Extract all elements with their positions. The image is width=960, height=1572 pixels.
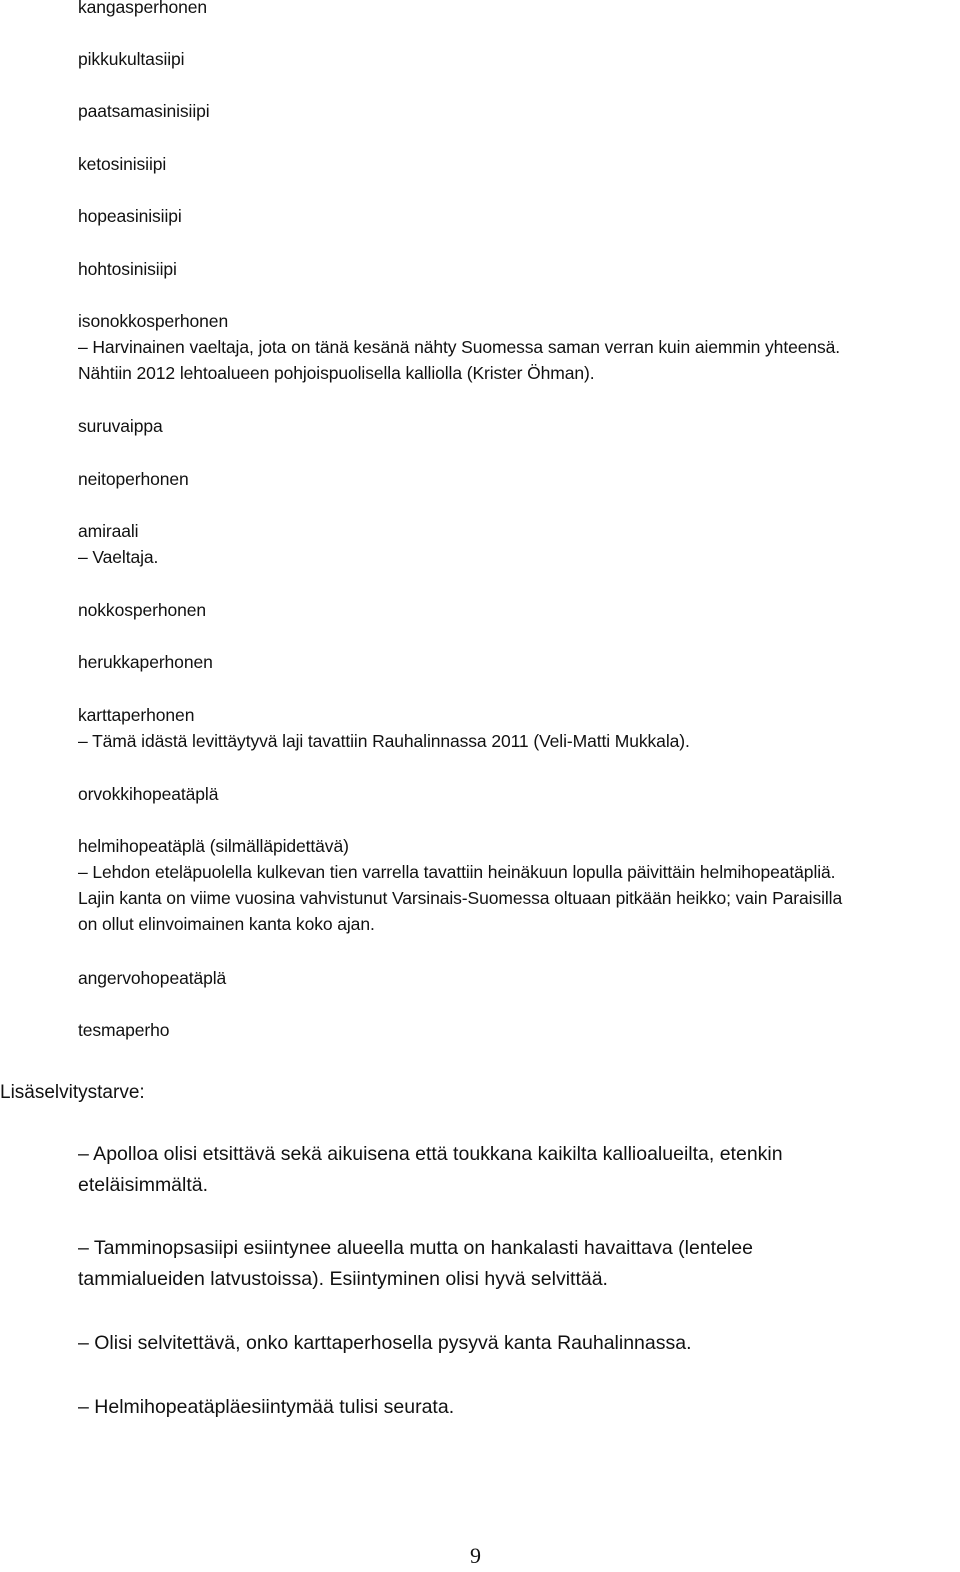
list-item-line: – Helmihopeatäpläesiintymää tulisi seurata. (78, 1396, 455, 1418)
species-name: isonokkosperhonen (78, 311, 229, 331)
species-name: neitoperhonen (78, 469, 189, 489)
species-note (78, 728, 948, 754)
species-name: amiraali (78, 521, 139, 541)
species-name: kangasperhonen (78, 0, 207, 17)
species-name: paatsamasinisiipi (78, 101, 210, 121)
species-entry (78, 466, 948, 492)
note-line: – Tämä idästä levittäytyvä laji tavattiin Rauhalinnassa 2011 (Veli-Matti Mukkala). (78, 731, 690, 751)
species-entry (78, 781, 948, 807)
species-entry (78, 833, 948, 937)
species-name: hohtosinisiipi (78, 259, 177, 279)
species-name: ketosinisiipi (78, 154, 167, 174)
species-name: angervohopeatäplä (78, 968, 227, 988)
species-entry (78, 46, 948, 72)
species-name: hopeasinisiipi (78, 206, 182, 226)
list-item (78, 1392, 948, 1423)
section-heading: Lisäselvitystarve: (0, 1082, 145, 1103)
list-item (78, 1233, 948, 1295)
note-line: Nähtiin 2012 lehtoalueen pohjoispuolisella kalliolla (Krister Öhman). (78, 363, 595, 383)
species-entry (78, 151, 948, 177)
note-line: – Harvinainen vaeltaja, jota on tänä kesänä nähty Suomessa saman verran kuin aiemmin yhteensä. (78, 337, 841, 357)
list-item-line: tammialueiden latvustoissa). Esiintyminen olisi hyvä selvittää. (78, 1268, 608, 1290)
species-name: orvokkihopeatäplä (78, 784, 219, 804)
list-item (78, 1328, 948, 1359)
note-line: – Lehdon eteläpuolella kulkevan tien varrella tavattiin heinäkuun lopulla päivittäin helmihopeatäpliä. (78, 862, 836, 882)
page-number: 9 (470, 1543, 481, 1568)
species-entry (78, 0, 948, 20)
species-note (78, 544, 948, 570)
species-entry (78, 518, 948, 570)
species-entry (78, 308, 948, 386)
species-name: nokkosperhonen (78, 600, 207, 620)
species-entry (78, 702, 948, 754)
species-entry (78, 203, 948, 229)
species-name: herukkaperhonen (78, 652, 213, 672)
species-entry (78, 98, 948, 124)
list-item-line: – Apolloa olisi etsittävä sekä aikuisena että toukkana kaikilta kallioalueilta, etenkin (78, 1143, 783, 1165)
species-entry (78, 649, 948, 675)
note-line: on ollut elinvoimainen kanta koko ajan. (78, 914, 375, 934)
species-entry (78, 413, 948, 439)
species-name: karttaperhonen (78, 705, 195, 725)
list-item-line: – Olisi selvitettävä, onko karttaperhosella pysyvä kanta Rauhalinnassa. (78, 1332, 692, 1354)
species-entry (78, 1017, 948, 1043)
note-line: Lajin kanta on viime vuosina vahvistunut Varsinais-Suomessa oltuaan pitkään heikko; vain Paraisilla (78, 888, 843, 908)
species-entry (78, 256, 948, 282)
species-name: suruvaippa (78, 416, 163, 436)
note-line: – Vaeltaja. (78, 547, 159, 567)
list-item-line: – Tamminopsasiipi esiintynee alueella mutta on hankalasti havaittava (lentelee (78, 1237, 753, 1259)
species-name: tesmaperho (78, 1020, 170, 1040)
species-entry (78, 965, 948, 991)
species-name: pikkukultasiipi (78, 49, 185, 69)
species-note (78, 859, 948, 937)
list-item-line: eteläisimmältä. (78, 1174, 209, 1196)
list-item (78, 1139, 948, 1201)
species-entry (78, 597, 948, 623)
species-name: helmihopeatäplä (silmälläpidettävä) (78, 836, 349, 856)
species-note (78, 334, 948, 386)
